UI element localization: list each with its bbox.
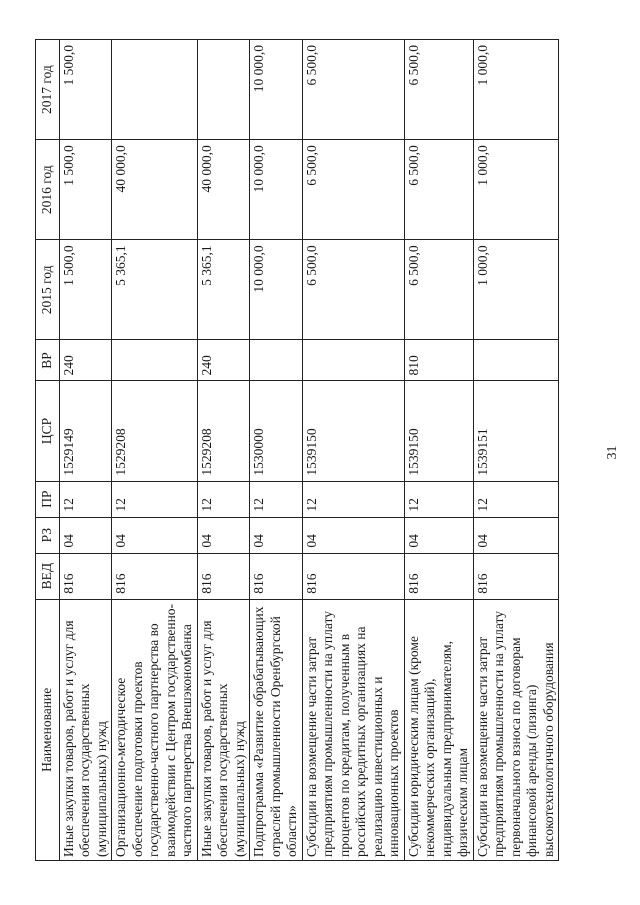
row-2017 [197,40,250,140]
row-csr: 1529208 [197,381,250,481]
row-pr: 12 [59,481,112,517]
row-rz: 04 [197,517,250,553]
header-rz: РЗ [36,517,60,553]
row-2017: 6 500,0 [302,40,404,140]
row-2016: 10 000,0 [250,140,303,240]
row-ved: 816 [250,553,303,599]
row-rz: 04 [112,517,198,553]
header-name: Наименование [36,599,60,860]
row-ved: 816 [473,553,559,599]
row-pr: 12 [112,481,198,517]
row-2017 [112,40,198,140]
row-name: Субсидии на возмещение части затрат предприятиям промышленности на уплату первоначального взноса по договорам финансовой аренды (лизинга) высокотехнологичного оборудования [473,599,559,860]
row-pr: 12 [250,481,303,517]
table-row [302,40,404,861]
header-pr: ПР [36,481,60,517]
row-name: Иные закупки товаров, работ и услуг для обеспечения государственных (муниципальных) нужд [59,599,112,860]
row-csr: 1529149 [59,381,112,481]
row-vr [112,340,198,381]
header-year-2015: 2015 год [36,240,60,340]
row-name: Субсидии на возмещение части затрат предприятиям промышленности на уплату процентов по кредитам, полученным в российских кредитных организациях на реализацию инвестиционных и инновационных проектов [302,599,404,860]
row-ved: 816 [404,553,473,599]
page-number: 31 [605,445,620,460]
table-row [404,40,473,861]
row-rz: 04 [250,517,303,553]
row-2016: 40 000,0 [112,140,198,240]
table-row [112,40,198,861]
header-year-2016: 2016 год [36,140,60,240]
header-ved: ВЕД [36,553,60,599]
row-name: Субсидии юридическим лицам (кроме некоммерческих организаций), индивидуальным предпринимателям, физическим лицам [404,599,473,860]
budget-table [35,39,559,861]
row-2015: 6 500,0 [404,240,473,340]
row-csr: 1529208 [112,381,198,481]
row-csr: 1539151 [473,381,559,481]
row-ved: 816 [197,553,250,599]
row-rz: 04 [473,517,559,553]
row-2015: 5 365,1 [197,240,250,340]
header-csr: ЦСР [36,381,60,481]
row-2017: 10 000,0 [250,40,303,140]
row-2016: 6 500,0 [302,140,404,240]
row-csr: 1539150 [302,381,404,481]
row-2016: 1 000,0 [473,140,559,240]
row-2016: 1 500,0 [59,140,112,240]
table-row [250,40,303,861]
table-header-row [36,40,60,861]
row-2017: 1 000,0 [473,40,559,140]
row-rz: 04 [59,517,112,553]
row-2015: 1 000,0 [473,240,559,340]
row-csr: 1539150 [404,381,473,481]
row-2015: 1 500,0 [59,240,112,340]
row-2015: 5 365,1 [112,240,198,340]
table-row [473,40,559,861]
row-pr: 12 [197,481,250,517]
row-vr: 810 [404,340,473,381]
header-vr: ВР [36,340,60,381]
row-ved: 816 [59,553,112,599]
row-2017: 6 500,0 [404,40,473,140]
row-2015: 6 500,0 [302,240,404,340]
row-rz: 04 [404,517,473,553]
header-year-2017: 2017 год [36,40,60,140]
row-pr: 12 [302,481,404,517]
row-ved: 816 [112,553,198,599]
table-row [59,40,112,861]
row-pr: 12 [473,481,559,517]
table-row [197,40,250,861]
row-2017: 1 500,0 [59,40,112,140]
row-ved: 816 [302,553,404,599]
row-2016: 6 500,0 [404,140,473,240]
row-rz: 04 [302,517,404,553]
row-name: Иные закупки товаров, работ и услуг для обеспечения государственных (муниципальных) нужд [197,599,250,860]
row-vr: 240 [59,340,112,381]
row-csr: 1530000 [250,381,303,481]
row-2016: 40 000,0 [197,140,250,240]
row-vr [250,340,303,381]
row-2015: 10 000,0 [250,240,303,340]
row-name: Организационно-методическое обеспечение подготовки проектов государственно-частного партнерства во взаимодействии с Центром государственно-частного партнерства Внешэкономбанка [112,599,198,860]
row-vr: 240 [197,340,250,381]
row-vr [302,340,404,381]
row-vr [473,340,559,381]
row-pr: 12 [404,481,473,517]
row-name: Подпрограмма «Развитие обрабатывающих отраслей промышленности Оренбургской области» [250,599,303,860]
